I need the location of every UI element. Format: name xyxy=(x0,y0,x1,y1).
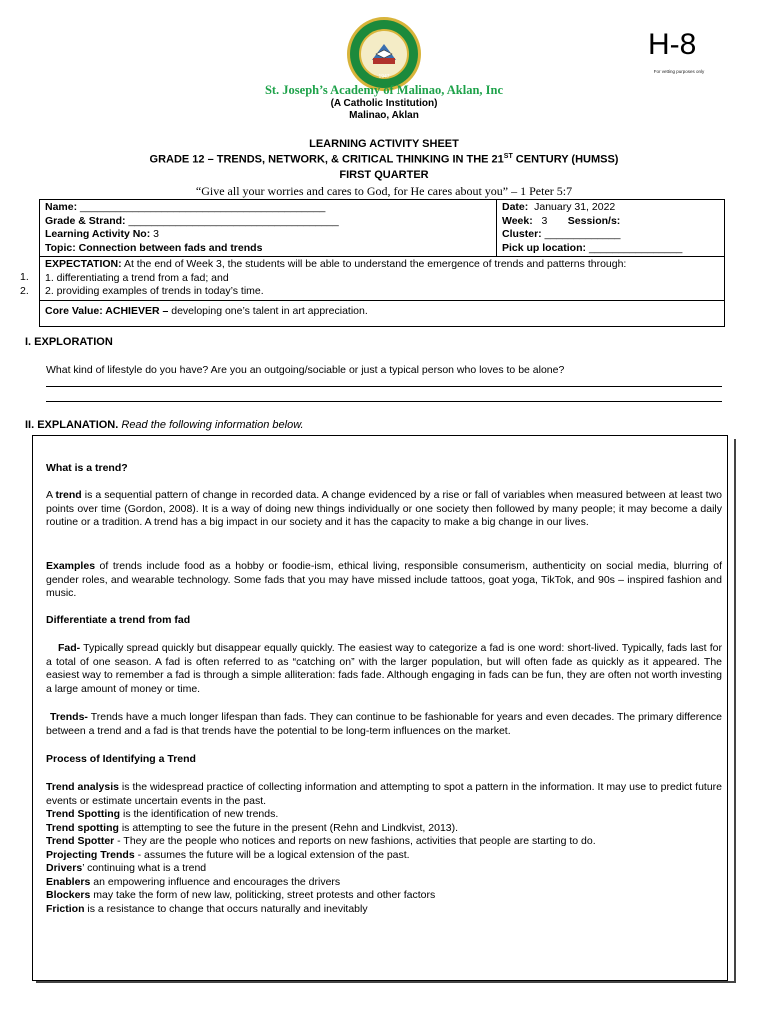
definition-item xyxy=(46,889,722,903)
exploration-question: What kind of lifestyle do you have? Are you an outgoing/sociable or just a typical person who loves to be alone? xyxy=(46,364,565,376)
question-differentiate: Differentiate a trend from fad xyxy=(46,614,191,626)
definition-item xyxy=(46,835,722,849)
trends-definition: Trends- Trends have a much longer lifespan than fads. They can continue to be fashionable for years and even decades. The primary difference between a trend and a fad is that trends have the potential to be long-term influences on the market. xyxy=(46,711,722,737)
student-info-cell: Name: __________________________________________ Grade & Strand: ____________________________________ Learning Activity No: 3 Topic: Connection between fads and trends xyxy=(40,200,497,257)
definition-item xyxy=(46,808,722,822)
definition-item xyxy=(46,822,722,836)
core-value-cell: Core Value: ACHIEVER – developing one’s talent in art appreciation. xyxy=(40,300,725,326)
definition-term: Trend analysis xyxy=(46,781,119,793)
answer-line[interactable] xyxy=(46,386,722,387)
definition-text: is the identification of new trends. xyxy=(120,808,279,820)
question-process: Process of Identifying a Trend xyxy=(46,753,196,765)
definitions-list xyxy=(46,781,722,916)
exploration-heading: I. EXPLORATION xyxy=(25,336,113,348)
name-field[interactable]: __________________________________________ xyxy=(80,201,326,213)
activity-number: 3 xyxy=(150,228,159,240)
school-location: Malinao, Aklan xyxy=(349,110,419,121)
definition-term: Friction xyxy=(46,902,85,915)
fad-definition: Fad- Typically spread quickly but disappear equally quickly. The easiest way to categorize a fad is one word: short-lived. Typically, fads last for a total of one season. A fad is often referred to as “catching on” with the larger population, but will often fade as quickly as it appeared. The easiest way to remember a fad is through a simple alliteration: fads fade. Although engaging in fads can be fun, they are often not worth investing a large amount of money or time. xyxy=(46,642,722,695)
quarter: FIRST QUARTER xyxy=(339,169,429,181)
definition-item xyxy=(46,849,722,863)
list-number: 2. xyxy=(20,285,29,297)
definition-text: - They are the people who notices and reports on new fashions, activities that people are starting to do. xyxy=(114,835,596,847)
definition-item xyxy=(46,876,722,890)
question-what-is-trend: What is a trend? xyxy=(46,462,128,474)
document-code: H-8 xyxy=(648,28,697,61)
student-info-table xyxy=(39,199,725,327)
grade-strand-field[interactable]: ____________________________________ xyxy=(128,214,339,227)
explanation-heading: II. EXPLANATION. Read the following information below. xyxy=(25,419,304,431)
trend-definition: A trend is a sequential pattern of change in recorded data. A change evidenced by a rise or fall of variables when measured between at least two points over time (Gordon, 2008). It is a way of doing new things individually or one society then followed by many people; it may become a daily routine or a tradition. A trend has a big impact in our society and it has the capacity to make a big change in our lives. xyxy=(46,489,723,528)
definition-text: ’ continuing what is a trend xyxy=(82,862,207,874)
definition-text: is the widespread practice of collecting information and attempting to spot a pattern in the information. It may use to predict future events or estimate uncertain events in the past. xyxy=(46,781,722,807)
definition-term: Projecting Trends xyxy=(46,848,135,861)
list-number: 1. xyxy=(20,271,29,283)
bible-verse: “Give all your worries and cares to God, for He cares about you” – 1 Peter 5:7 xyxy=(195,184,573,198)
course-title: GRADE 12 – TRENDS, NETWORK, & CRITICAL THINKING IN THE 21ST CENTURY (HUMSS) xyxy=(149,153,619,166)
schedule-info-cell: Date: January 31, 2022 Week: 3 Session/s: Cluster: _____________ Pick up location: ________________ xyxy=(497,200,725,257)
trend-examples: Examples of trends include food as a hobby or foodie-ism, ethical living, responsible consumerism, authenticity on social media, blurring of gender roles, and wearable technology. Some fads that you may have missed include tattoos, goat yoga, TikTok, and 90s – inspired fashion and music. xyxy=(46,560,722,599)
week-value: 3 xyxy=(541,214,548,227)
expectation-item: 2. providing examples of trends in today’s time. xyxy=(45,285,264,297)
definition-item xyxy=(46,781,722,808)
school-name: St. Joseph’s Academy of Malinao, Aklan, Inc xyxy=(264,83,504,97)
expectation-item: 1. differentiating a trend from a fad; and xyxy=(45,271,229,284)
definition-item xyxy=(46,862,722,876)
definition-term: Enablers xyxy=(46,875,91,888)
definition-term: Trend Spotter xyxy=(46,835,115,847)
school-logo xyxy=(346,16,422,92)
sheet-title: LEARNING ACTIVITY SHEET xyxy=(309,138,459,150)
date-value: January 31, 2022 xyxy=(534,201,616,213)
document-code-note: For vetting purposes only xyxy=(653,69,705,74)
svg-text:1947: 1947 xyxy=(378,74,390,80)
definition-term: Trend spotting xyxy=(46,821,119,834)
definition-text: is a resistance to change that occurs naturally and inevitably xyxy=(84,902,368,915)
expectation-cell: EXPECTATION: At the end of Week 3, the students will be able to understand the emergence of trends and patterns through: 1. differentiating a trend from a fad; and 2. providing examples of trends in today’s time. xyxy=(40,257,725,301)
definition-term: Drivers xyxy=(46,862,83,874)
cluster-field[interactable]: _____________ xyxy=(544,228,621,240)
answer-line[interactable] xyxy=(46,401,722,402)
school-subtitle: (A Catholic Institution) xyxy=(330,98,438,109)
definition-text: - assumes the future will be a logical extension of the past. xyxy=(134,848,410,861)
topic: Topic: Connection between fads and trends xyxy=(45,241,263,254)
definition-term: Blockers xyxy=(46,889,91,901)
definition-term: Trend Spotting xyxy=(46,808,121,820)
definition-text: an empowering influence and encourages the drivers xyxy=(90,875,341,888)
pickup-field[interactable]: ________________ xyxy=(588,241,683,254)
definition-text: is attempting to see the future in the present (Rehn and Lindkvist, 2013). xyxy=(118,821,459,834)
definition-text: may take the form of new law, politicking, street protests and other factors xyxy=(90,889,436,901)
definition-item xyxy=(46,903,722,917)
